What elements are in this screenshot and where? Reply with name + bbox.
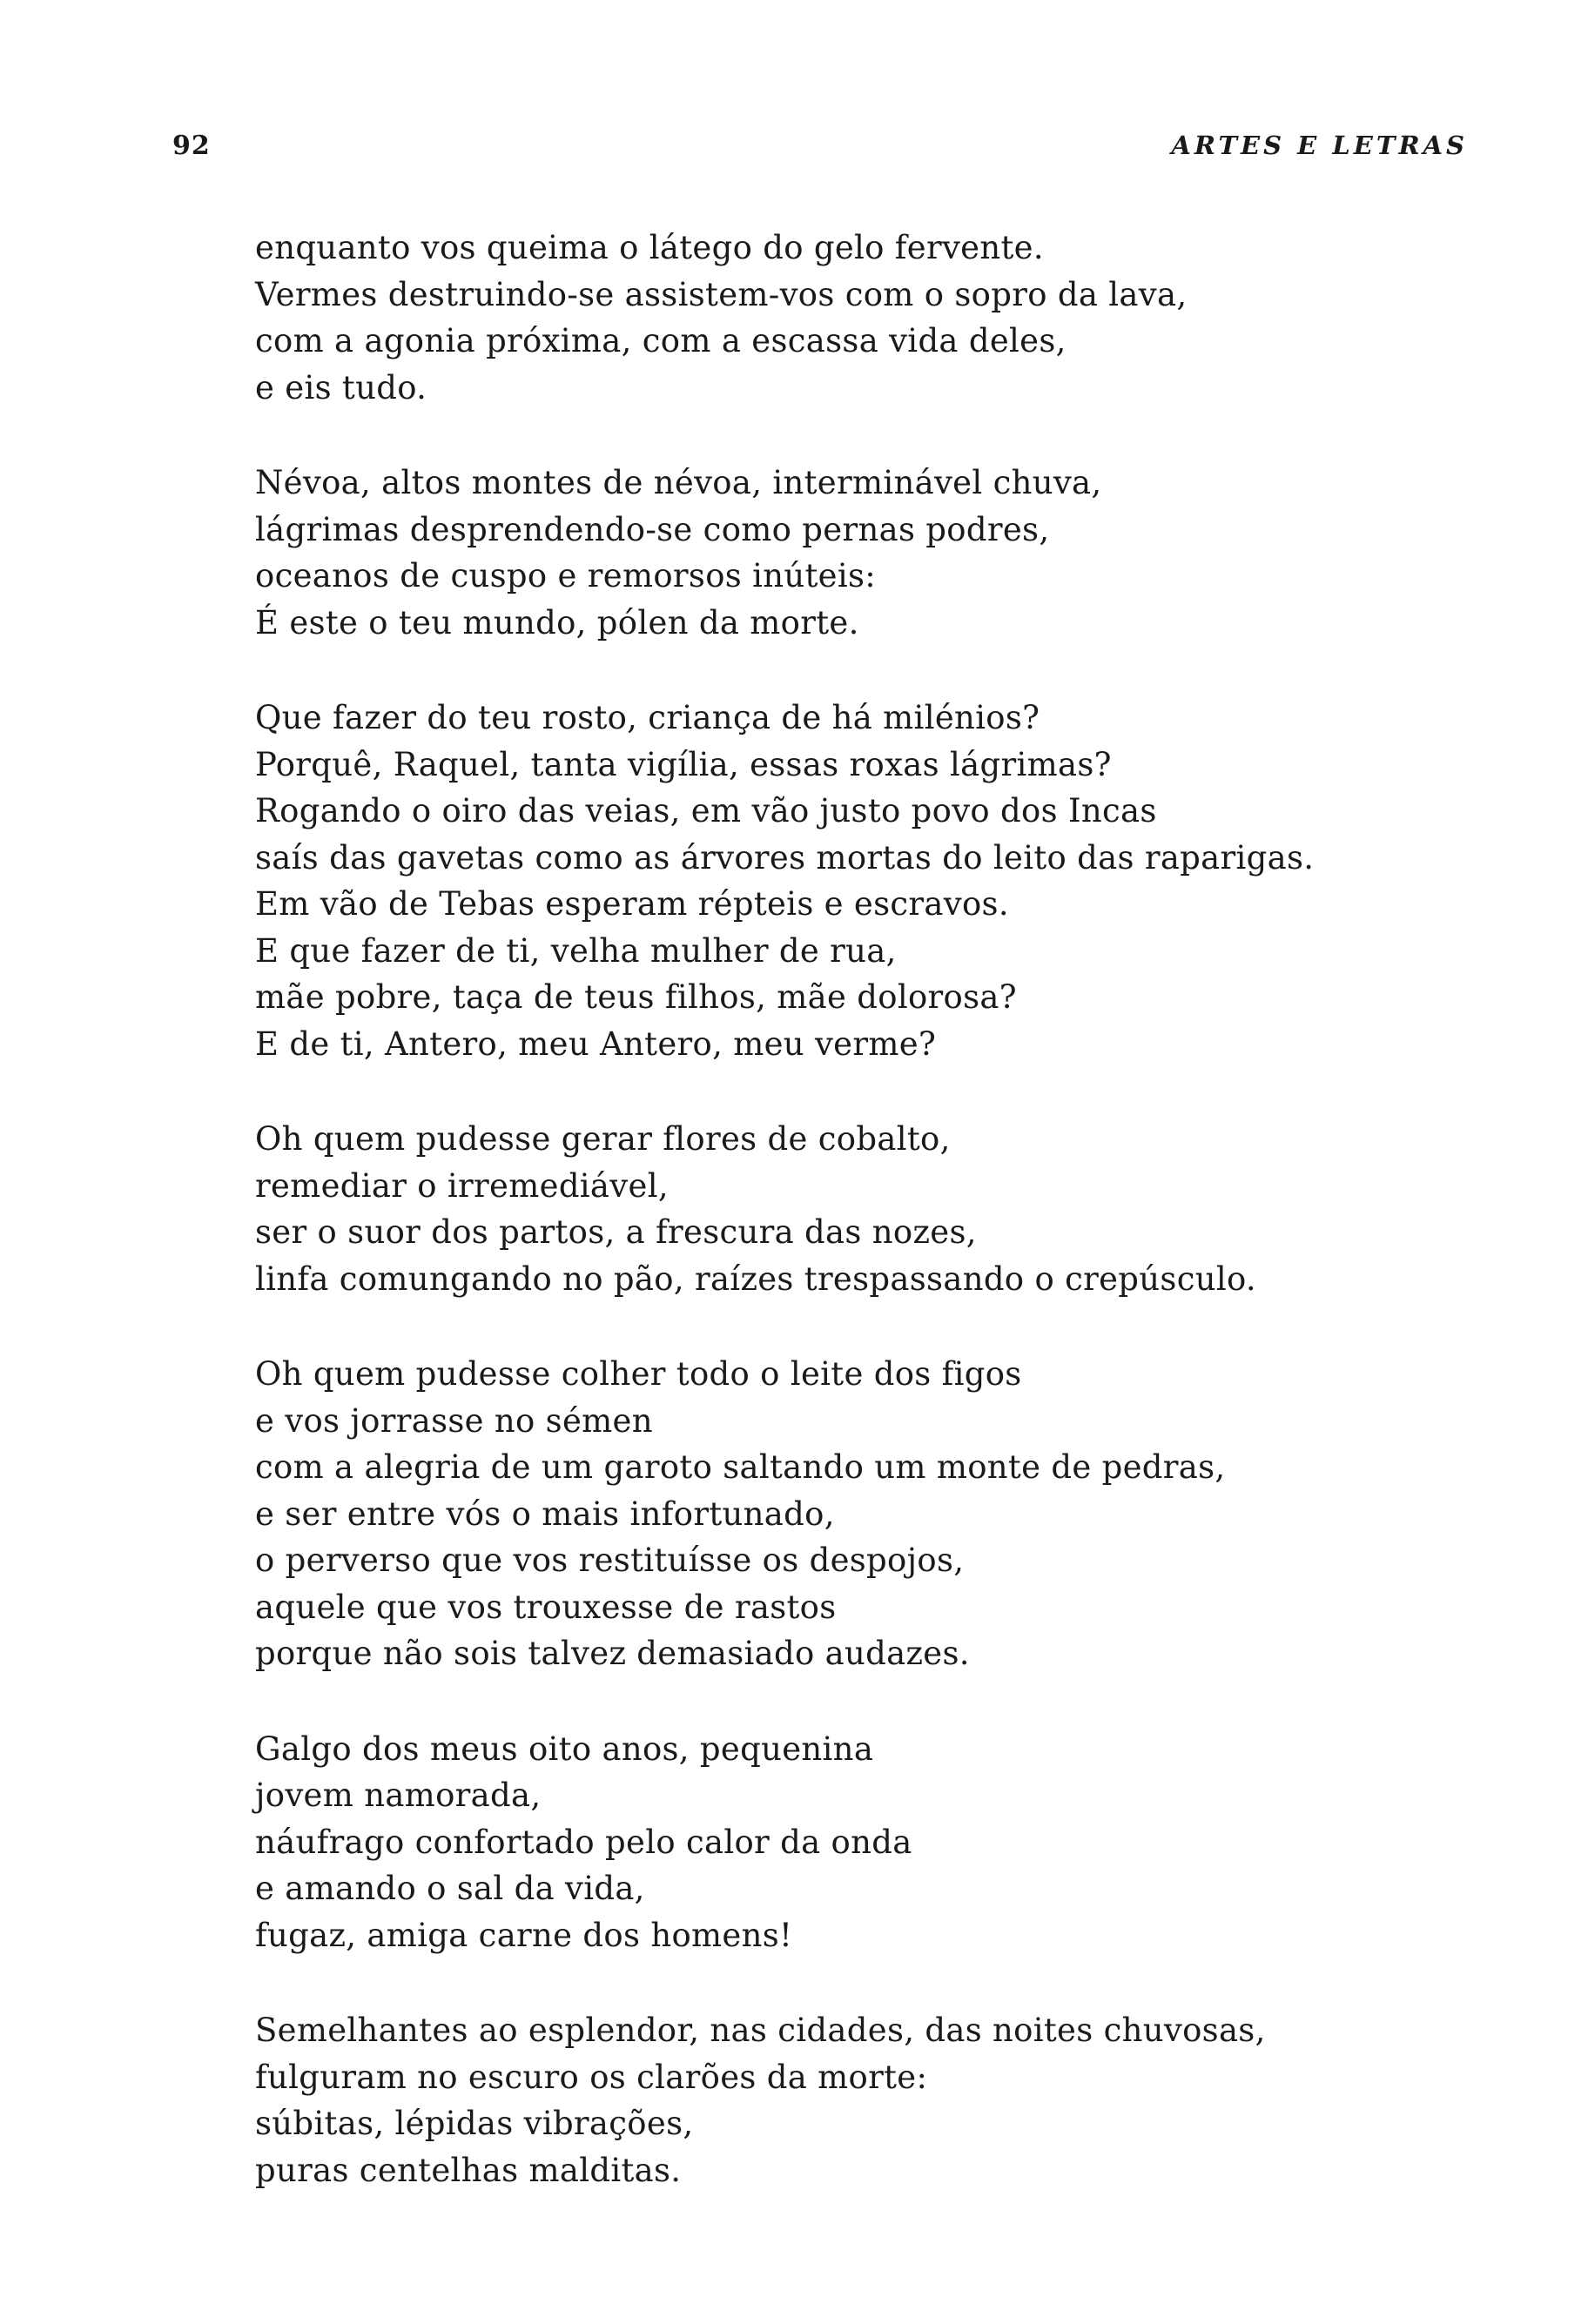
poem-line: remediar o irremediável, <box>255 1166 669 1205</box>
poem-line: e ser entre vós o mais infortunado, <box>255 1494 835 1533</box>
poem-line: ser o suor dos partos, a frescura das nozes, <box>255 1213 977 1251</box>
poem-line: Rogando o oiro das veias, em vão justo povo dos Incas <box>255 792 1157 830</box>
poem-line: o perverso que vos restituísse os despojos, <box>255 1541 965 1579</box>
poem-line: Semelhantes ao esplendor, nas cidades, das noites chuvosas, <box>255 2012 1266 2049</box>
poem-line: e eis tudo. <box>255 368 427 406</box>
page-number: 92 <box>172 131 211 161</box>
stanza-7 <box>255 2007 1491 2193</box>
poem-line: enquanto vos queima o látego do gelo fervente. <box>255 229 1044 266</box>
poem-line: com a alegria de um garoto saltando um monte de pedras, <box>255 1448 1226 1486</box>
poem-line: linfa comungando no pão, raízes trespassando o crepúsculo. <box>255 1259 1256 1298</box>
poem-line: Oh quem pudesse gerar flores de cobalto, <box>255 1120 951 1158</box>
stanza-6 <box>255 1726 1491 1959</box>
poem-line: E de ti, Antero, meu Antero, meu verme? <box>255 1024 937 1063</box>
poem-line: jovem namorada, <box>255 1777 542 1814</box>
stanza-3 <box>255 695 1491 1067</box>
poem-line: porque não sois talvez demasiado audazes. <box>255 1635 970 1672</box>
poem-line: fugaz, amiga carne dos homens! <box>255 1916 793 1954</box>
poem-line: náufrago confortado pelo calor da onda <box>255 1823 912 1861</box>
poem-line: aquele que vos trouxesse de rastos <box>255 1588 837 1626</box>
poem-line: Névoa, altos montes de névoa, interminável chuva, <box>255 464 1102 501</box>
poem-line: puras centelhas malditas. <box>255 2151 682 2189</box>
poem-body <box>255 225 1491 2193</box>
poem-line: Em vão de Tebas esperam répteis e escravos. <box>255 885 1009 923</box>
poem-line: Porquê, Raquel, tanta vigília, essas roxas lágrimas? <box>255 745 1112 783</box>
poem-line: Vermes destruindo-se assistem-vos com o sopro da lava, <box>255 275 1188 313</box>
poem-line: e amando o sal da vida, <box>255 1870 645 1907</box>
stanza-2 <box>255 460 1491 646</box>
poem-line: oceanos de cuspo e remorsos inúteis: <box>255 557 877 594</box>
poem-line: súbitas, lépidas vibrações, <box>255 2105 694 2142</box>
poem-line: lágrimas desprendendo-se como pernas podres, <box>255 510 1050 548</box>
poem-line: e vos jorrasse no sémen <box>255 1401 653 1440</box>
stanza-4 <box>255 1116 1491 1302</box>
poem-line: Galgo dos meus oito anos, pequenina <box>255 1730 874 1768</box>
poem-line: com a agonia próxima, com a escassa vida deles, <box>255 322 1067 359</box>
poem-line: mãe pobre, taça de teus filhos, mãe dolorosa? <box>255 978 1017 1016</box>
poem-line: saís das gavetas como as árvores mortas do leito das raparigas. <box>255 838 1315 877</box>
poem-line: fulguram no escuro os clarões da morte: <box>255 2058 928 2096</box>
stanza-1 <box>255 225 1491 411</box>
running-title: ARTES E LETRAS <box>1171 131 1468 160</box>
stanza-5 <box>255 1351 1491 1677</box>
poem-line: Que fazer do teu rosto, criança de há milénios? <box>255 699 1040 736</box>
poem-line: Oh quem pudesse colher todo o leite dos figos <box>255 1355 1022 1393</box>
poem-line: E que fazer de ti, velha mulher de rua, <box>255 931 897 970</box>
poem-line: É este o teu mundo, pólen da morte. <box>255 603 859 641</box>
